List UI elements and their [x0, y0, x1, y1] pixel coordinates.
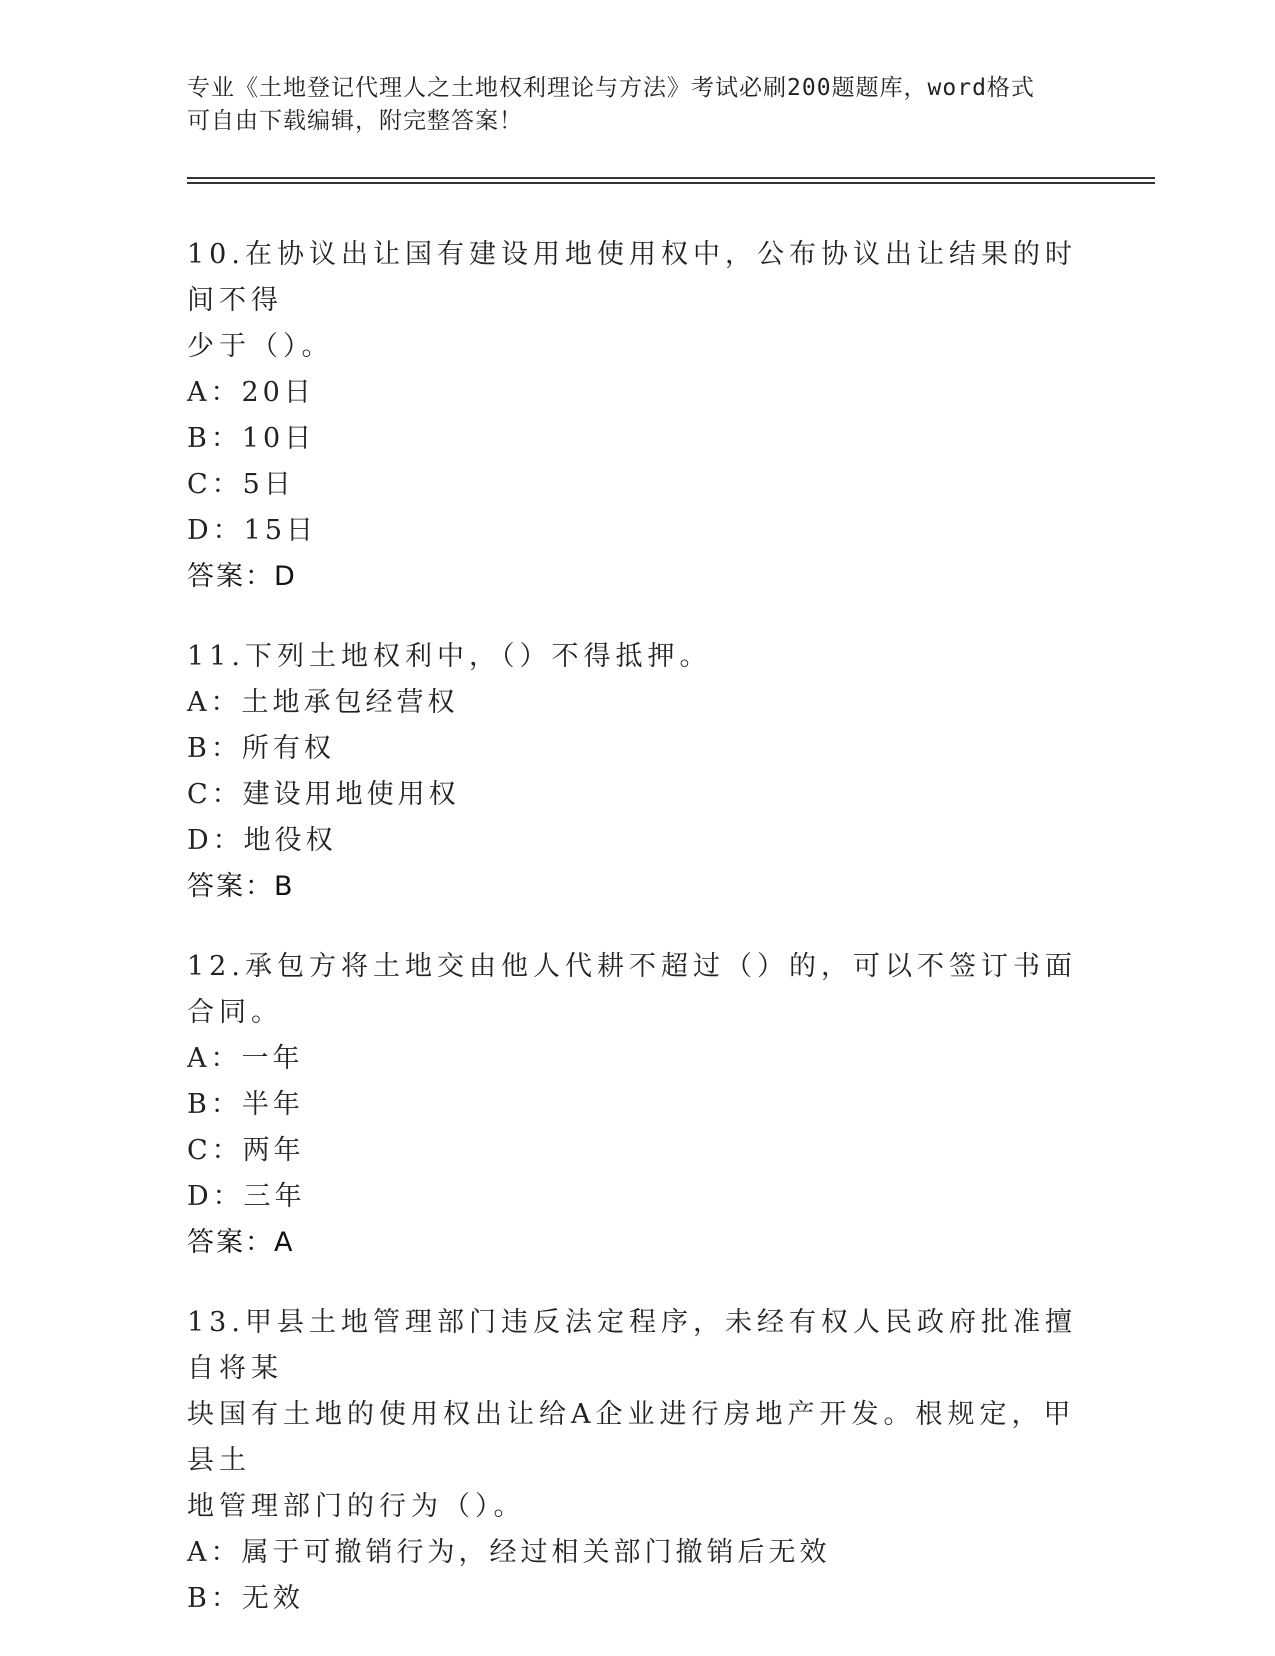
question-12: [187, 944, 1087, 1266]
answer: 答案：A: [187, 1227, 295, 1258]
option-d: D：三年: [187, 1181, 306, 1212]
question-stem-line: 块国有土地的使用权出让给A企业进行房地产开发。根规定，甲县土: [187, 1399, 1076, 1476]
answer: 答案：D: [187, 561, 297, 592]
option-a: A：属于可撤销行为，经过相关部门撤销后无效: [187, 1537, 831, 1568]
question-stem-line: 10.在协议出让国有建设用地使用权中，公布协议出让结果的时间不得: [187, 239, 1077, 316]
header-line-2: 可自由下载编辑，附完整答案！: [187, 108, 523, 134]
option-c: C：5日: [187, 469, 295, 500]
question-10: [187, 232, 1087, 600]
option-b: B：10日: [187, 423, 316, 454]
answer: 答案：B: [187, 871, 295, 902]
document-header: [187, 72, 1067, 138]
question-stem-line: 11.下列土地权利中，（）不得抵押。: [187, 641, 712, 672]
question-stem-line: 地管理部门的行为（）。: [187, 1491, 526, 1522]
question-13: [187, 1300, 1087, 1622]
option-d: D：15日: [187, 515, 318, 546]
header-rule-bottom: [187, 182, 1155, 184]
question-stem-line: 13.甲县土地管理部门违反法定程序，未经有权人民政府批准擅自将某: [187, 1307, 1077, 1384]
header-rule-top: [187, 177, 1155, 179]
option-c: C：建设用地使用权: [187, 779, 460, 810]
option-a: A：一年: [187, 1043, 304, 1074]
question-list: [187, 232, 1087, 1656]
option-d: D：地役权: [187, 825, 337, 856]
option-b: B：所有权: [187, 733, 335, 764]
option-a: A：20日: [187, 377, 315, 408]
option-c: C：两年: [187, 1135, 305, 1166]
question-stem-line: 少于（）。: [187, 331, 334, 362]
option-b: B：半年: [187, 1089, 304, 1120]
option-a: A：土地承包经营权: [187, 687, 459, 718]
header-line-1: 专业《土地登记代理人之土地权利理论与方法》考试必刷200题题库，word格式: [187, 75, 1035, 101]
question-stem-line: 12.承包方将土地交由他人代耕不超过（）的，可以不签订书面合同。: [187, 951, 1077, 1028]
option-b: B：无效: [187, 1583, 304, 1614]
question-11: [187, 634, 1087, 910]
